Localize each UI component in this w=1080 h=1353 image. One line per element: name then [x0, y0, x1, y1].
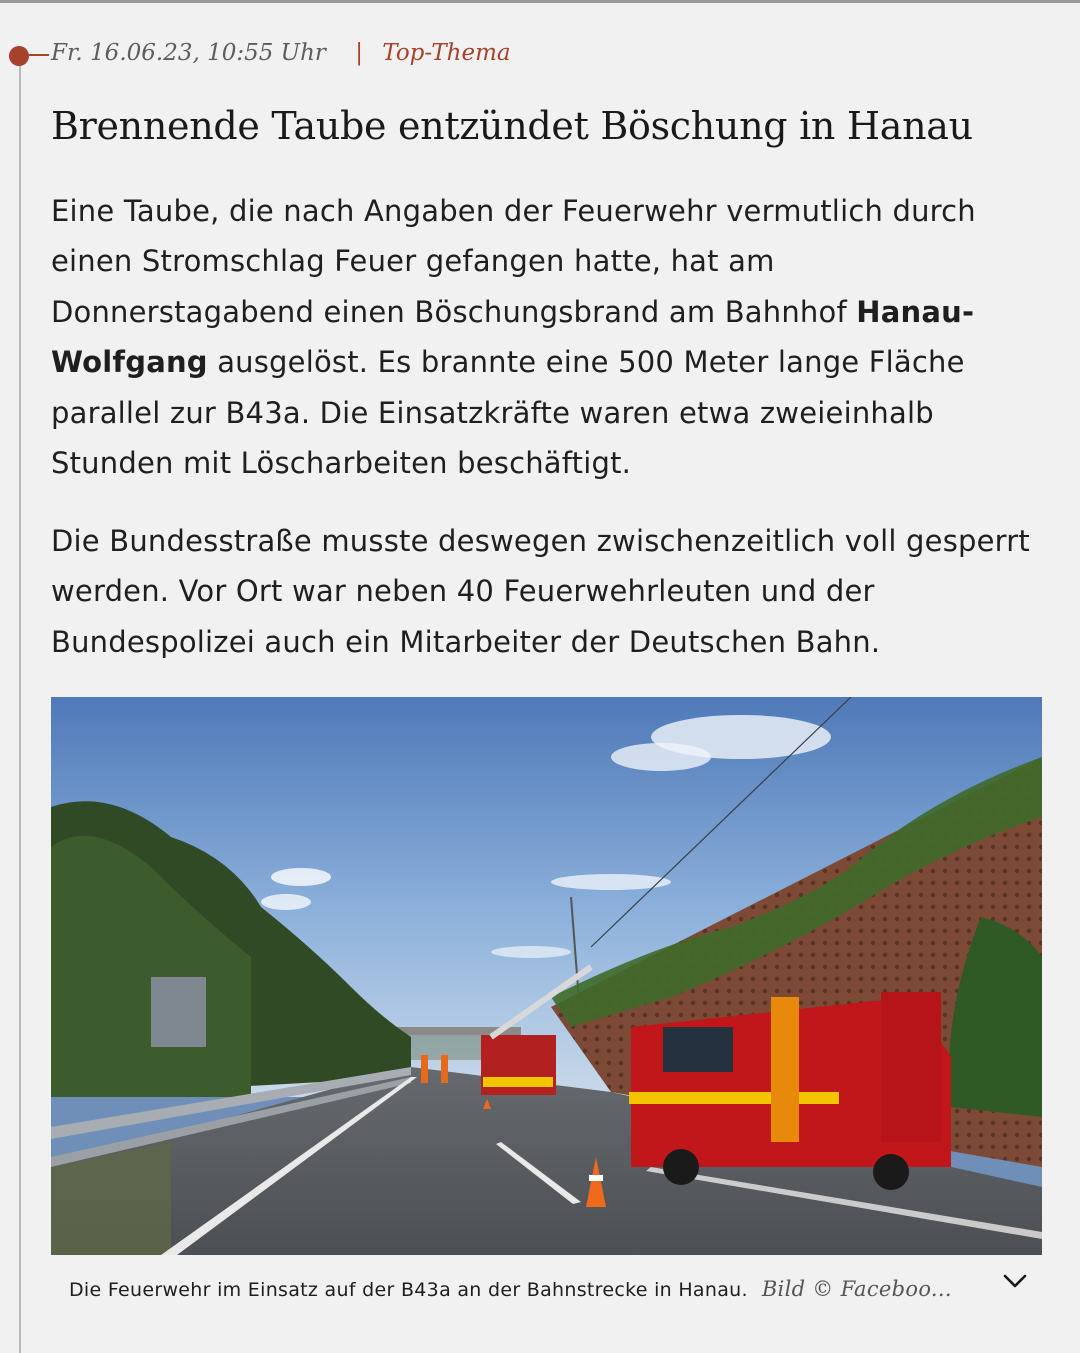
- paragraph-text: ausgelöst. Es brannte eine 500 Meter lange Fläche parallel zur B43a. Die Einsatzkräfte waren etwa zweieinhalb Stunden mit Löscharbeiten beschäftigt.: [51, 345, 965, 481]
- paragraph-bold-location: Hanau-Wolfgang: [51, 294, 975, 380]
- article-title: Brennende Taube entzündet Böschung in Hanau: [51, 104, 973, 148]
- timeline-line: [19, 56, 21, 1353]
- article-paragraph-1: [51, 186, 1041, 488]
- category-link[interactable]: Top-Thema: [382, 40, 511, 66]
- image-credit: Bild © Faceboo...: [761, 1277, 952, 1301]
- article-paragraph-2: Die Bundesstraße musste deswegen zwischenzeitlich voll gesperrt werden. Vor Ort war neben 40 Feuerwehrleuten und der Bundespolizei auch ein Mitarbeiter der Deutschen Bahn.: [51, 524, 1030, 659]
- fire-brigade-scene-photo: [51, 697, 1042, 1255]
- chevron-down-icon: [998, 1265, 1032, 1299]
- expand-caption-button[interactable]: [998, 1265, 1032, 1299]
- article-photo[interactable]: [51, 697, 1042, 1255]
- article-date: Fr. 16.06.23, 10:55 Uhr: [51, 40, 326, 66]
- timeline-dot: [9, 46, 29, 66]
- timeline-connector: [29, 54, 49, 56]
- caption-text: Die Feuerwehr im Einsatz auf der B43a an der Bahnstrecke in Hanau.: [69, 1279, 748, 1301]
- image-caption: [69, 1272, 952, 1306]
- article-meta: [51, 36, 511, 70]
- meta-separator: |: [355, 40, 363, 66]
- paragraph-text: Eine Taube, die nach Angaben der Feuerwehr vermutlich durch einen Stromschlag Feuer gefangen hatte, hat am Donnerstagabend einen Böschungsbrand am Bahnhof: [51, 194, 976, 329]
- top-divider: [0, 0, 1080, 3]
